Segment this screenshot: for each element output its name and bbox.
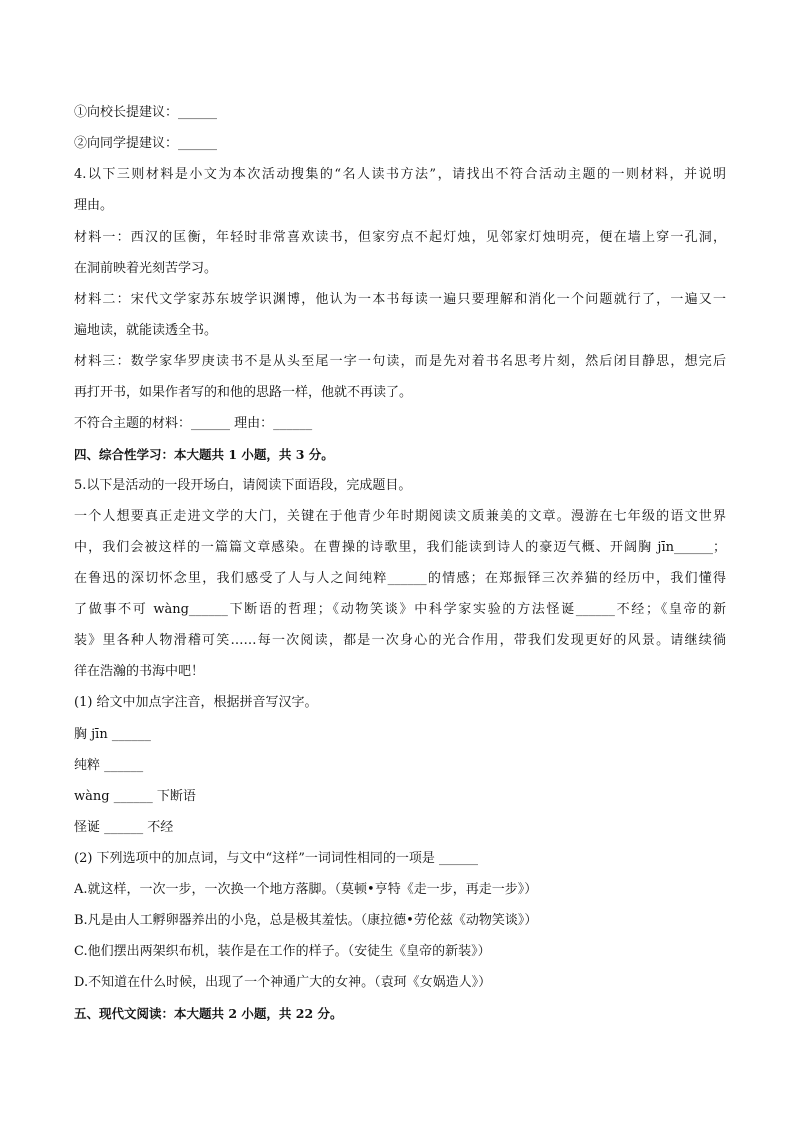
question-4-line-2: 理由。	[74, 198, 114, 213]
passage-line-6: 徉在浩瀚的书海中吧！	[74, 664, 205, 679]
section-4-heading: 四、综合性学习：本大题共 1 小题，共 3 分。	[74, 447, 334, 462]
answer-guaidan: 怪诞 ______ 不经	[74, 820, 174, 835]
subquestion-1: (1) 给文中加点字注音，根据拼音写汉字。	[74, 695, 318, 710]
answer-xiong-jin: 胸 jīn ______	[74, 727, 151, 742]
suggestion-principal: ①向校长提建议：______	[74, 105, 218, 120]
passage-line-3: 在鲁迅的深切怀念里，我们感受了人与人之间纯粹______的情感；在郑振铎三次养猫的经历中，我们懂得	[74, 571, 726, 586]
material-1-line-2: 在洞前映着光刻苦学习。	[74, 261, 218, 276]
passage-line-4: 了做事不可 wàng______下断语的哲理；《动物笑谈》中科学家实验的方法怪诞______不经；《皇帝的新	[74, 602, 726, 617]
option-d: D.不知道在什么时候，出现了一个神通广大的女神。（袁珂《女娲造人》）	[74, 975, 492, 990]
answer-material-reason: 不符合主题的材料：______ 理由：______	[74, 416, 313, 431]
passage-line-2: 中，我们会被这样的一篇篇文章感染。在曹操的诗歌里，我们能读到诗人的豪迈气概、开阔胸 jīn______；	[74, 540, 726, 555]
question-5-intro: 5.以下是活动的一段开场白，请阅读下面语段，完成题目。	[74, 478, 412, 493]
option-b: B.凡是由人工孵卵器养出的小凫，总是极其羞怯。（康拉德•劳伦兹《动物笑谈》）	[74, 913, 538, 928]
material-2-line-2: 遍地读，就能读透全书。	[74, 323, 218, 338]
material-1-line-1: 材料一：西汉的匡衡，年轻时非常喜欢读书，但家穷点不起灯烛，见邻家灯烛明亮，便在墙上穿一孔洞，	[74, 230, 726, 245]
question-4-line-1: 4.以下三则材料是小文为本次活动搜集的“名人读书方法”，请找出不符合活动主题的一则材料，并说明	[74, 167, 726, 182]
suggestion-classmates: ②向同学提建议：______	[74, 136, 218, 151]
material-3-line-2: 再打开书，如果作者写的和他的思路一样，他就不再读了。	[74, 385, 413, 400]
answer-wang: wàng ______ 下断语	[74, 789, 196, 804]
subquestion-2: (2) 下列选项中的加点词，与文中“这样”一词词性相同的一项是 ______	[74, 851, 478, 866]
material-2-line-1: 材料二：宋代文学家苏东坡学识渊博，他认为一本书每读一遍只要理解和消化一个问题就行了，一遍又一	[74, 292, 726, 307]
answer-chuncui: 纯粹 ______	[74, 758, 144, 773]
passage-line-1: 一个人想要真正走进文学的大门，关键在于他青少年时期阅读文质兼美的文章。漫游在七年级的语文世界	[74, 509, 726, 524]
section-5-heading: 五、现代文阅读：本大题共 2 小题，共 22 分。	[74, 1006, 343, 1021]
passage-line-5: 装》里各种人物滑稽可笑……每一次阅读，都是一次身心的光合作用，带我们发现更好的风景。请继续徜	[74, 633, 726, 648]
option-a: A.就这样，一次一步，一次换一个地方落脚。（莫顿•亨特《走一步，再走一步》）	[74, 882, 538, 897]
material-3-line-1: 材料三：数学家华罗庚读书不是从头至尾一字一句读，而是先对着书名思考片刻，然后闭目静思，想完后	[74, 354, 726, 369]
option-c: C.他们摆出两架织布机，装作是在工作的样子。（安徒生《皇帝的新装》）	[74, 944, 491, 959]
